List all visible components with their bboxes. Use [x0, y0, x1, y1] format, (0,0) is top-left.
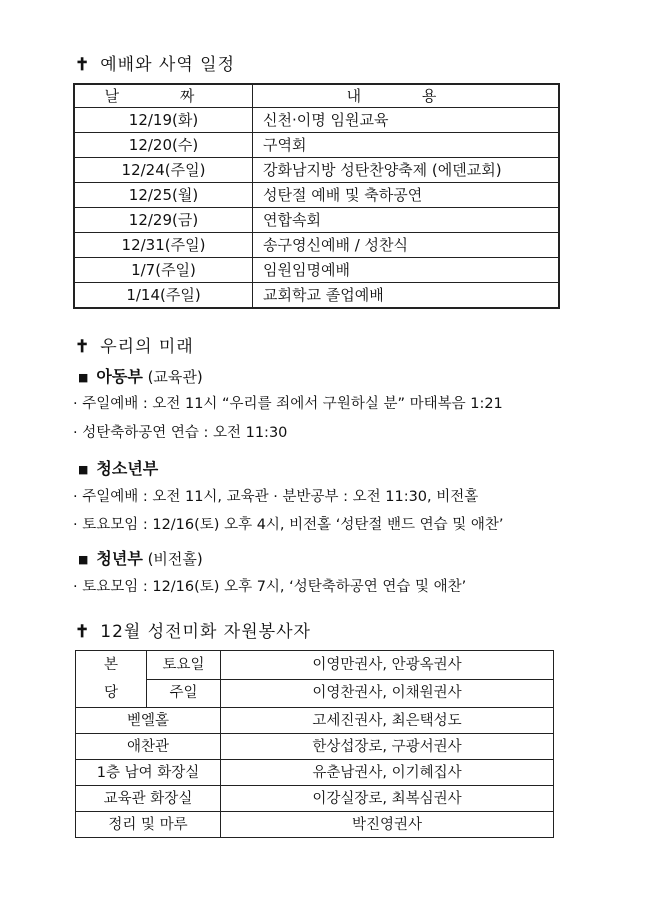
- volunteer-place: 벧엘홀: [76, 708, 221, 734]
- schedule-title: 예배와 사역 일정: [100, 55, 236, 75]
- table-row: [76, 760, 554, 786]
- schedule-table: [73, 83, 560, 309]
- schedule-date: 1/7(주일): [74, 258, 253, 283]
- square-bullet-icon: ■: [78, 463, 89, 476]
- schedule-content: 신천·이명 임원교육: [253, 108, 560, 133]
- youth-dept-name: 청소년부: [96, 459, 159, 478]
- schedule-content: 연합속회: [253, 208, 560, 233]
- table-row: [74, 158, 559, 183]
- schedule-content: 구역회: [253, 133, 560, 158]
- children-line-1: · 주일예배 : 오전 11시 “우리를 죄에서 구원하실 분” 마태복음 1:21: [73, 396, 503, 412]
- children-dept-name: 아동부: [96, 367, 143, 386]
- cross-icon: ✝: [75, 55, 91, 75]
- cross-icon: ✝: [75, 337, 91, 357]
- volunteers-table: [75, 650, 554, 838]
- schedule-section-title: [75, 50, 235, 75]
- volunteer-people: 이강실장로, 최복심권사: [221, 786, 554, 812]
- youth-line-1: · 주일예배 : 오전 11시, 교육관 · 분반공부 : 오전 11:30, 비전홀: [73, 489, 479, 505]
- table-row: [74, 233, 559, 258]
- schedule-date: 12/25(월): [74, 183, 253, 208]
- volunteer-place: 토요일: [147, 651, 221, 680]
- young-adults-dept-heading: [78, 546, 203, 569]
- youth-line-2: · 토요모임 : 12/16(토) 오후 4시, 비전홀 ‘성탄절 밴드 연습 및 애찬’: [73, 517, 504, 533]
- schedule-date: 12/19(화): [74, 108, 253, 133]
- table-row: [74, 208, 559, 233]
- table-row: [76, 651, 554, 680]
- table-row: [74, 133, 559, 158]
- table-row: [74, 283, 559, 309]
- schedule-date: 12/29(금): [74, 208, 253, 233]
- young-adults-dept-place: (비전홀): [147, 550, 203, 568]
- square-bullet-icon: ■: [78, 371, 89, 384]
- volunteer-people: 이영만권사, 안광옥권사: [221, 651, 554, 680]
- table-row: [76, 786, 554, 812]
- volunteer-people: 유춘남권사, 이기혜집사: [221, 760, 554, 786]
- schedule-date: 12/20(수): [74, 133, 253, 158]
- volunteers-section-title: [75, 617, 311, 642]
- volunteer-people: 고세진권사, 최은택성도: [221, 708, 554, 734]
- content-column-header: 내 용: [253, 84, 560, 108]
- cross-icon: ✝: [75, 622, 91, 642]
- schedule-content: 성탄절 예배 및 축하공연: [253, 183, 560, 208]
- volunteers-title: 12월 성전미화 자원봉사자: [100, 622, 311, 642]
- volunteer-people: 박진영권사: [221, 812, 554, 838]
- children-line-2: · 성탄축하공연 연습 : 오전 11:30: [73, 425, 288, 441]
- volunteer-people: 한상섭장로, 구광서권사: [221, 734, 554, 760]
- children-dept-place: (교육관): [147, 368, 203, 386]
- volunteer-place: 주일: [147, 679, 221, 708]
- table-row: [74, 183, 559, 208]
- table-row: [74, 258, 559, 283]
- main-hall-label: 본 당: [76, 651, 147, 708]
- schedule-date: 1/14(주일): [74, 283, 253, 309]
- square-bullet-icon: ■: [78, 553, 89, 566]
- young-adults-dept-name: 청년부: [96, 549, 143, 568]
- children-dept-heading: [78, 364, 203, 387]
- volunteer-place: 교육관 화장실: [76, 786, 221, 812]
- volunteer-place: 애찬관: [76, 734, 221, 760]
- table-row: [76, 812, 554, 838]
- schedule-content: 송구영신예배 / 성찬식: [253, 233, 560, 258]
- volunteer-place: 1층 남여 화장실: [76, 760, 221, 786]
- table-row: [76, 708, 554, 734]
- table-row: [74, 108, 559, 133]
- volunteer-place: 정리 및 마루: [76, 812, 221, 838]
- schedule-header-row: [74, 84, 559, 108]
- future-section-title: [75, 332, 194, 357]
- schedule-date: 12/24(주일): [74, 158, 253, 183]
- schedule-date: 12/31(주일): [74, 233, 253, 258]
- volunteer-people: 이영찬권사, 이채원권사: [221, 679, 554, 708]
- future-title: 우리의 미래: [100, 337, 194, 357]
- schedule-content: 임원임명예배: [253, 258, 560, 283]
- table-row: [76, 679, 554, 708]
- schedule-content: 교회학교 졸업예배: [253, 283, 560, 309]
- table-row: [76, 734, 554, 760]
- young-adults-line-1: · 토요모임 : 12/16(토) 오후 7시, ‘성탄축하공연 연습 및 애찬’: [73, 579, 467, 595]
- date-column-header: 날 짜: [74, 84, 253, 108]
- youth-dept-heading: [78, 456, 158, 479]
- schedule-content: 강화남지방 성탄찬양축제 (에덴교회): [253, 158, 560, 183]
